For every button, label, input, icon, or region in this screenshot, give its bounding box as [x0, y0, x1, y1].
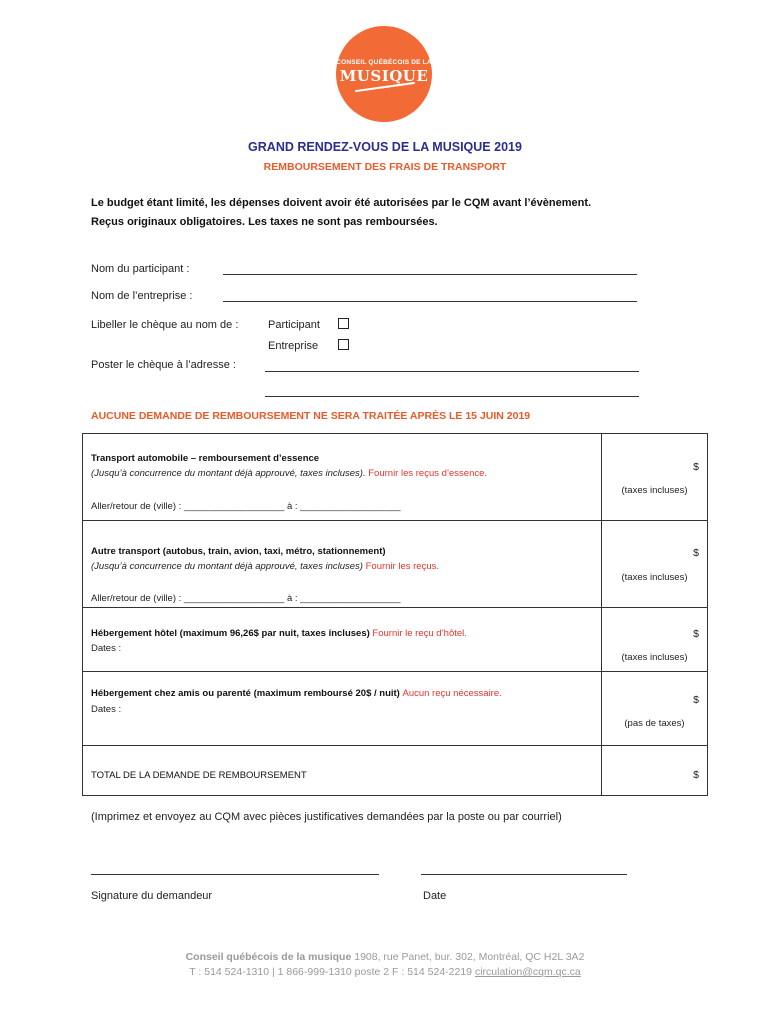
address-field-line2[interactable] — [265, 396, 639, 397]
section-title: Hébergement chez amis ou parenté (maximum remboursé 20$ / nuit) Aucun reçu nécessaire. — [91, 688, 502, 699]
address-label: Poster le chèque à l’adresse : — [91, 359, 236, 371]
route-fields[interactable]: Aller/retour de (ville) : ___________________ à : ___________________ — [91, 593, 401, 604]
other-transport-cell — [83, 521, 602, 608]
signature-label: Signature du demandeur — [91, 890, 213, 902]
friends-amount-cell[interactable] — [602, 672, 708, 746]
dollar-sign: $ — [693, 547, 699, 559]
deadline-warning: AUCUNE DEMANDE DE REMBOURSEMENT NE SERA TRAITÉE APRÈS LE 15 JUIN 2019 — [91, 410, 531, 422]
car-transport-cell — [83, 434, 602, 521]
receipt-requirement: Fournir les reçus. — [365, 561, 439, 572]
section-note: (Jusqu’à concurrence du montant déjà approuvé, taxes incluses) Fournir les reçus. — [91, 561, 439, 572]
company-label: Nom de l’entreprise : — [91, 290, 193, 302]
logo-line2: MUSIQUE — [339, 67, 429, 85]
car-amount-cell[interactable] — [602, 434, 708, 521]
tax-note: (pas de taxes) — [624, 718, 685, 729]
entreprise-checkbox[interactable] — [338, 339, 349, 350]
footer-email-link[interactable]: circulation@cqm.qc.ca — [474, 966, 581, 978]
reimbursement-table — [82, 433, 708, 796]
cheque-payee-label: Libeller le chèque au nom de : — [91, 319, 239, 331]
participant-name-field[interactable] — [223, 274, 637, 275]
other-amount-cell[interactable] — [602, 521, 708, 608]
tax-note: (taxes incluses) — [621, 572, 688, 583]
participant-checkbox[interactable] — [338, 318, 349, 329]
participant-label: Nom du participant : — [91, 263, 190, 275]
section-title: Transport automobile – remboursement d’essence — [91, 453, 320, 464]
signature-field[interactable] — [91, 874, 379, 875]
table-row — [83, 746, 708, 796]
receipt-requirement: Fournir le reçu d’hôtel. — [372, 628, 467, 639]
cqm-logo — [336, 26, 432, 122]
footer-contact: T : 514 524-1310 | 1 866-999-1310 poste 2 F : 514 524-2219 circulation@cqm.qc.ca — [189, 966, 581, 978]
page-title: GRAND RENDEZ-VOUS DE LA MUSIQUE 2019 — [248, 140, 522, 154]
intro-line2: Reçus originaux obligatoires. Les taxes ne sont pas remboursées. — [91, 216, 438, 228]
section-title: Hébergement hôtel (maximum 96,26$ par nuit, taxes incluses) Fournir le reçu d’hôtel. — [91, 628, 467, 639]
table-row — [83, 672, 708, 746]
dollar-sign: $ — [693, 628, 699, 640]
dates-field[interactable]: Dates : — [91, 704, 122, 715]
route-fields[interactable]: Aller/retour de (ville) : ___________________ à : ___________________ — [91, 501, 401, 512]
company-name-field[interactable] — [223, 301, 637, 302]
table-row — [83, 434, 708, 521]
dollar-sign: $ — [693, 694, 699, 706]
section-title: Autre transport (autobus, train, avion, taxi, métro, stationnement) — [91, 546, 386, 557]
footer-address: Conseil québécois de la musique 1908, rue Panet, bur. 302, Montréal, QC H2L 3A2 — [185, 951, 585, 963]
total-amount-cell[interactable] — [602, 746, 708, 796]
friends-lodging-cell — [83, 672, 602, 746]
table-row — [83, 608, 708, 672]
mailing-instructions: (Imprimez et envoyez au CQM avec pièces justificatives demandées par la poste ou par courriel) — [91, 811, 562, 823]
option-entreprise-label: Entreprise — [268, 340, 319, 352]
tax-note: (taxes incluses) — [621, 652, 688, 663]
table-row — [83, 521, 708, 608]
section-note: (Jusqu’à concurrence du montant déjà approuvé, taxes incluses). Fournir les reçus d’essence. — [91, 468, 488, 479]
address-field-line1[interactable] — [265, 371, 639, 372]
hotel-amount-cell[interactable] — [602, 608, 708, 672]
dates-field[interactable]: Dates : — [91, 643, 122, 654]
total-cell — [83, 746, 602, 796]
logo-line1: CONSEIL QUÉBÉCOIS DE LA — [336, 59, 432, 66]
tax-note: (taxes incluses) — [621, 485, 688, 496]
receipt-requirement: Fournir les reçus d’essence. — [368, 468, 488, 479]
option-participant-label: Participant — [268, 319, 320, 331]
dollar-sign: $ — [693, 461, 699, 473]
date-field[interactable] — [421, 874, 627, 875]
dollar-sign: $ — [693, 769, 699, 781]
intro-text — [91, 194, 591, 232]
page-subtitle: REMBOURSEMENT DES FRAIS DE TRANSPORT — [263, 161, 507, 173]
hotel-cell — [83, 608, 602, 672]
date-label: Date — [423, 890, 447, 902]
intro-line1: Le budget étant limité, les dépenses doivent avoir été autorisées par le CQM avant l’évènement. — [91, 197, 592, 209]
total-label: TOTAL DE LA DEMANDE DE REMBOURSEMENT — [91, 770, 307, 781]
receipt-requirement: Aucun reçu nécessaire. — [402, 688, 502, 699]
